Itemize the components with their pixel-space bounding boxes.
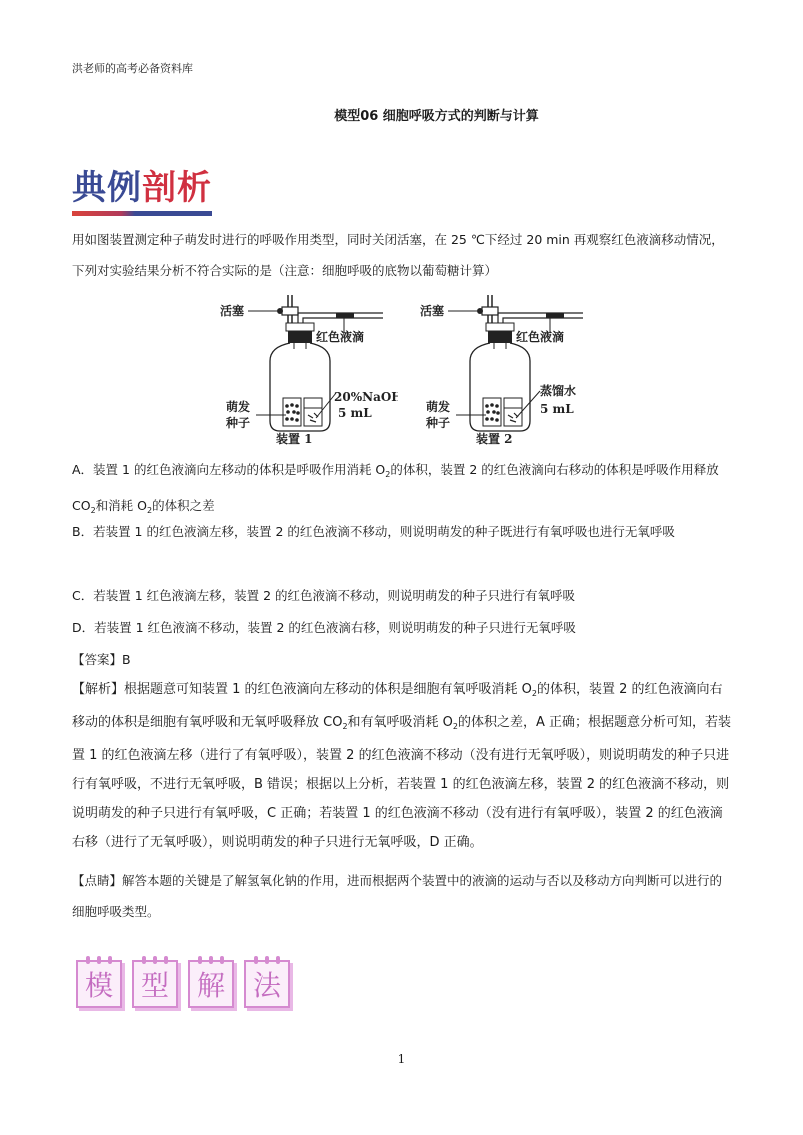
answer-label: 【答案】 bbox=[72, 652, 123, 667]
stopcock-label: 活塞 bbox=[220, 304, 245, 318]
model-card: 法 bbox=[244, 960, 290, 1008]
seeds-label-line2: 种子 bbox=[226, 416, 251, 430]
banner-part1: 典例 bbox=[72, 168, 142, 208]
answer-value: B bbox=[122, 652, 131, 667]
analysis-label: 【解析】 bbox=[72, 682, 125, 697]
seeds-label-line2: 种子 bbox=[426, 416, 451, 430]
solution-label-line1: 蒸馏水 bbox=[540, 384, 577, 398]
option-c: C．若装置 1 红色液滴左移，装置 2 的红色液滴不移动，则说明萌发的种子只进行有氧呼吸 bbox=[72, 588, 576, 603]
model-card: 解 bbox=[188, 960, 234, 1008]
question-stem: 用如图装置测定种子萌发时进行的呼吸作用类型，同时关闭活塞，在 25 ℃下经过 20 min 再观察红色液滴移动情况，下列对实验结果分析不符合实际的是（注意：细胞呼吸的底物以葡萄糖计算） bbox=[72, 232, 724, 278]
apparatus-caption: 装置 1 bbox=[276, 432, 313, 445]
red-drop-label: 红色液滴 bbox=[316, 330, 365, 344]
example-analysis-banner bbox=[72, 168, 212, 216]
solution-label-line2: 5 mL bbox=[540, 402, 574, 416]
option-a: A．装置 1 的红色液滴向左移动的体积是呼吸作用消耗 $O_2$的体积，装置 2 的红色液滴向右移动的体积是呼吸作用释放 $CO_2$和消耗 $O_2$的体积之差 bbox=[72, 462, 719, 515]
header-note: 洪老师的高考必备资料库 bbox=[72, 62, 193, 75]
option-b: B．若装置 1 的红色液滴左移，装置 2 的红色液滴不移动，则说明萌发的种子既进行有氧呼吸也进行无氧呼吸 bbox=[72, 524, 675, 539]
apparatus-caption: 装置 2 bbox=[476, 432, 513, 445]
solution-label-line2: 5 mL bbox=[338, 406, 372, 420]
stopcock-label: 活塞 bbox=[420, 304, 445, 318]
model-card: 型 bbox=[132, 960, 178, 1008]
model-card: 模 bbox=[76, 960, 122, 1008]
solution-label-line1: 20%NaOH bbox=[334, 390, 398, 404]
analysis: 【解析】根据题意可知装置 1 的红色液滴向左移动的体积是细胞有氧呼吸消耗 $O_2$的体积，装置 2 的红色液滴向右移动的体积是细胞有氧呼吸和无氧呼吸释放 $CO_2$和有氧呼吸消耗 $O_2$的体积之差，A 正确；根据题意分析可知，若装置 1 的红色液滴左移（进行了有氧呼吸），装置 2 的红色液滴不移动（没有进行无氧呼吸），则说明萌发的种子只进行有氧呼吸，不进行无氧呼吸，B 错误；根据以上分析，若装置 1 的红色液滴左移，装置 2 的红色液滴不移动，则说明萌发的种子只进行有氧呼吸，C 正确；若装置 1 的红色液滴不移动（没有进行有氧呼吸），装置 2 的红色液滴右移（进行了无氧呼吸），则说明萌发的种子只进行无氧呼吸，D 正确。 bbox=[72, 682, 732, 850]
banner-underline bbox=[72, 211, 212, 216]
apparatus-2-figure bbox=[418, 293, 598, 449]
apparatus-1-figure bbox=[218, 293, 398, 449]
option-d: D．若装置 1 红色液滴不移动，装置 2 的红色液滴右移，则说明萌发的种子只进行无氧呼吸 bbox=[72, 620, 576, 635]
seeds-label-line1: 萌发 bbox=[226, 400, 251, 414]
tip-label: 【点睛】 bbox=[72, 873, 123, 888]
model-method-banner bbox=[76, 960, 290, 1008]
red-drop-label: 红色液滴 bbox=[516, 330, 565, 344]
banner-part2: 剖析 bbox=[142, 168, 212, 208]
seeds-label-line1: 萌发 bbox=[426, 400, 451, 414]
tip: 【点睛】解答本题的关键是了解氢氧化钠的作用，进而根据两个装置中的液滴的运动与否以及移动方向判断可以进行的细胞呼吸类型。 bbox=[72, 873, 723, 919]
answer bbox=[72, 644, 732, 675]
page-title: 模型06 细胞呼吸方式的判断与计算 bbox=[334, 109, 539, 124]
page-number: 1 bbox=[397, 1052, 406, 1066]
